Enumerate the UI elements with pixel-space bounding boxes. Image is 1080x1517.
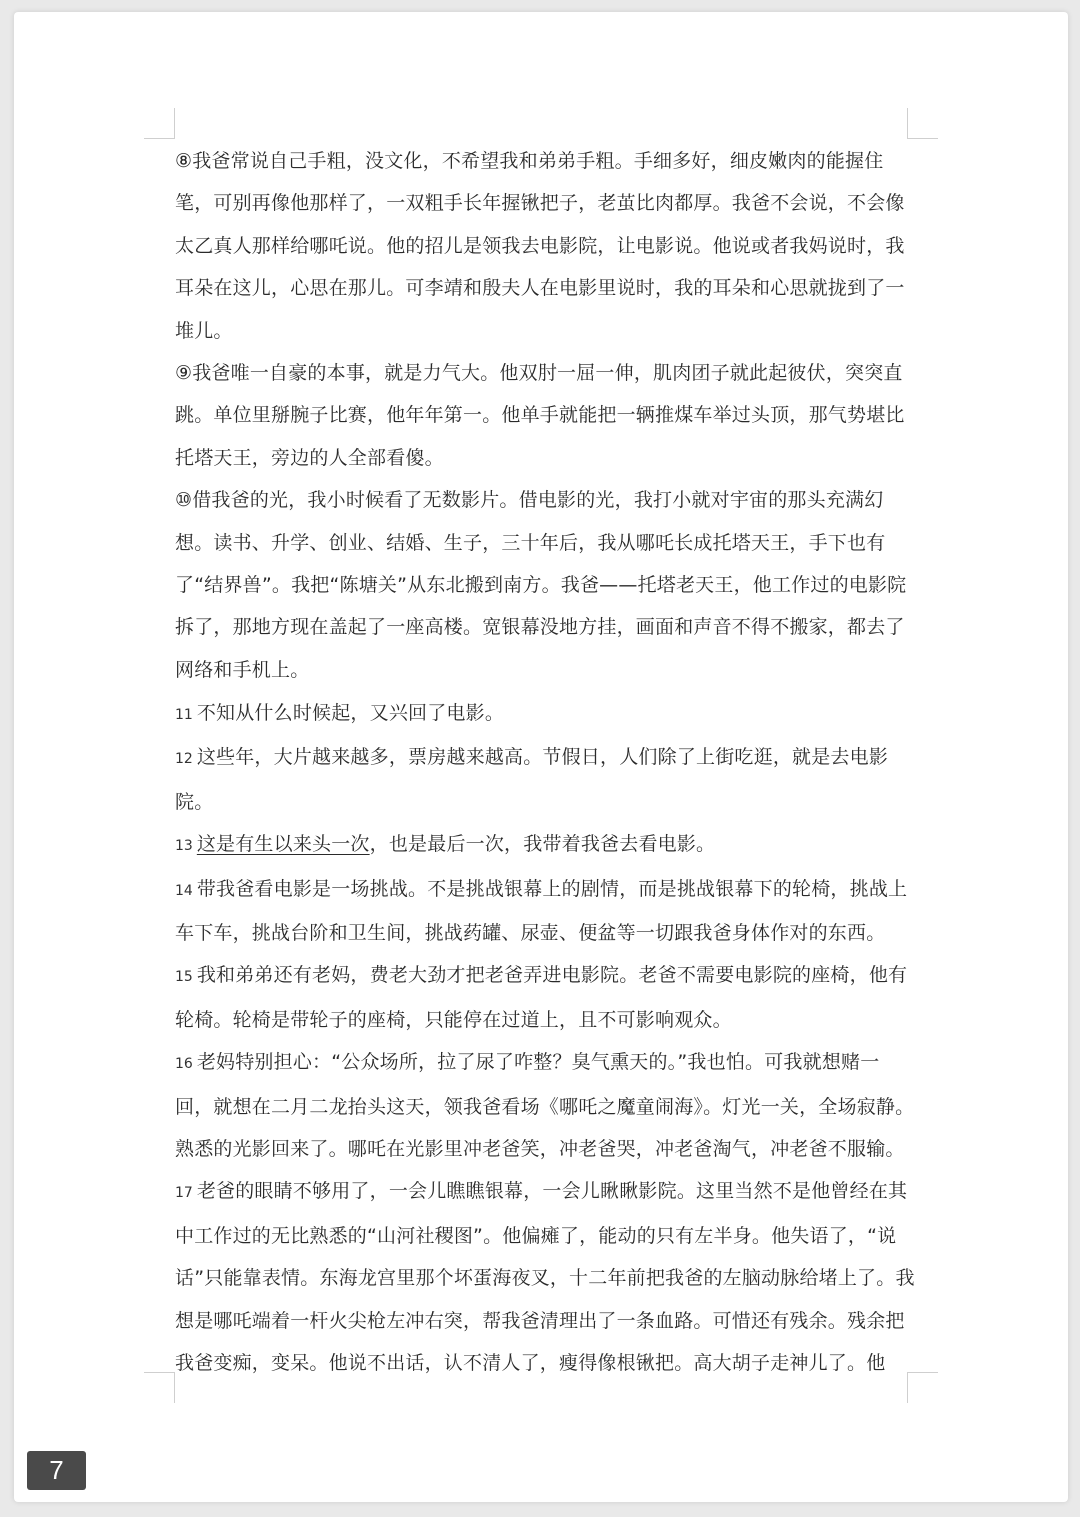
- crop-mark-top-right: [907, 108, 938, 139]
- paragraph-8: ⑧我爸常说自己手粗，没文化，不希望我和弟弟手粗。手细多好，细皮嫩肉的能握住笔，可别再像他那样了，一双粗手长年握锹把子，老茧比肉都厚。我爸不会说，不会像太乙真人那样给哪吒说。他的招儿是领我去电影院，让电影说。他说或者我妈说时，我耳朵在这儿，心思在那儿。可李靖和殷夫人在电影里说时，我的耳朵和心思就拢到了一堆儿。: [175, 150, 905, 342]
- paragraph-11: [175, 692, 915, 736]
- paragraph-15: [175, 954, 915, 1041]
- paragraph-number: 15: [175, 969, 193, 986]
- paragraph-9: ⑨我爸唯一自豪的本事，就是力气大。他双肘一屈一伸，肌肉团子就此起彼伏，突突直跳。单位里掰腕子比赛，他年年第一。他单手就能把一辆推煤车举过头顶，那气势堪比托塔天王，旁边的人全部看傻。: [175, 362, 905, 469]
- paragraph-text: 带我爸看电影是一场挑战。不是挑战银幕上的剧情，而是挑战银幕下的轮椅，挑战上车下车，挑战台阶和卫生间，挑战药罐、尿壶、便盆等一切跟我爸身体作对的东西。: [175, 877, 908, 945]
- paragraph-number: 12: [175, 751, 193, 768]
- paragraph-17: [175, 1170, 915, 1384]
- paragraph-group-circled: [175, 140, 915, 691]
- paragraph-text: 不知从什么时候起，又兴回了电影。: [196, 702, 505, 724]
- page-number-badge: 7: [27, 1451, 86, 1490]
- paragraph-number: 11: [175, 707, 193, 723]
- paragraph-number: 14: [175, 882, 193, 899]
- paragraph-number: 17: [175, 1185, 193, 1202]
- paragraph-10: ⑩借我爸的光，我小时候看了无数影片。借电影的光，我打小就对宇宙的那头充满幻想。读书、升学、创业、结婚、生子，三十年后，我从哪吒长成托塔天王，手下也有了“结界兽”。我把“陈塘关”从东北搬到南方。我爸——托塔老天王，他工作过的电影院拆了，那地方现在盖起了一座高楼。宽银幕没地方挂，画面和声音不得不搬家，都去了网络和手机上。: [175, 489, 907, 681]
- paragraph-16: [175, 1041, 915, 1170]
- paragraph-number: 16: [175, 1056, 193, 1073]
- paragraph-text: 老妈特别担心：“公众场所，拉了尿了咋整？臭气熏天的。”我也怕。可我就想赌一回，就想在二月二龙抬头这天，领我爸看场《哪吒之魔童闹海》。灯光一关，全场寂静。熟悉的光影回来了。哪吒在光影里冲老爸笑，冲老爸哭，冲老爸淘气，冲老爸不服输。: [175, 1051, 915, 1161]
- paragraph-text: 我和弟弟还有老妈，费老大劲才把老爸弄进电影院。老爸不需要电影院的座椅，他有轮椅。轮椅是带轮子的座椅，只能停在过道上，且不可影响观众。: [175, 964, 908, 1031]
- underlined-phrase: 这是有生以来头一次: [196, 833, 370, 856]
- paragraph-text: 这些年，大片越来越多，票房越来越高。节假日，人们除了上街吃逛，就是去电影院。: [175, 746, 889, 813]
- paragraph-13: [175, 823, 915, 867]
- paragraph-14: [175, 868, 915, 955]
- paragraph-number: 13: [175, 838, 193, 855]
- paragraph-12: [175, 736, 915, 823]
- crop-mark-top-left: [144, 108, 175, 139]
- paragraph-group-numbered: [175, 692, 915, 1385]
- paragraph-text: ，也是最后一次，我带着我爸去看电影。: [369, 833, 716, 856]
- paragraph-text: 老爸的眼睛不够用了，一会儿瞧瞧银幕，一会儿瞅瞅影院。这里当然不是他曾经在其中工作过的无比熟悉的“山河社稷图”。他偏瘫了，能动的只有左半身。他失语了，“说话”只能靠表情。东海龙宫里那个坏蛋海夜叉，十二年前把我爸的左脑动脉给堵上了。我想是哪吒端着一杆火尖枪左冲右突，帮我爸清理出了一条血路。可惜还有残余。残余把我爸变痴，变呆。他说不出话，认不清人了，瘦得像根锹把。高大胡子走神儿了。他: [175, 1180, 915, 1375]
- crop-mark-bottom-left: [144, 1372, 175, 1403]
